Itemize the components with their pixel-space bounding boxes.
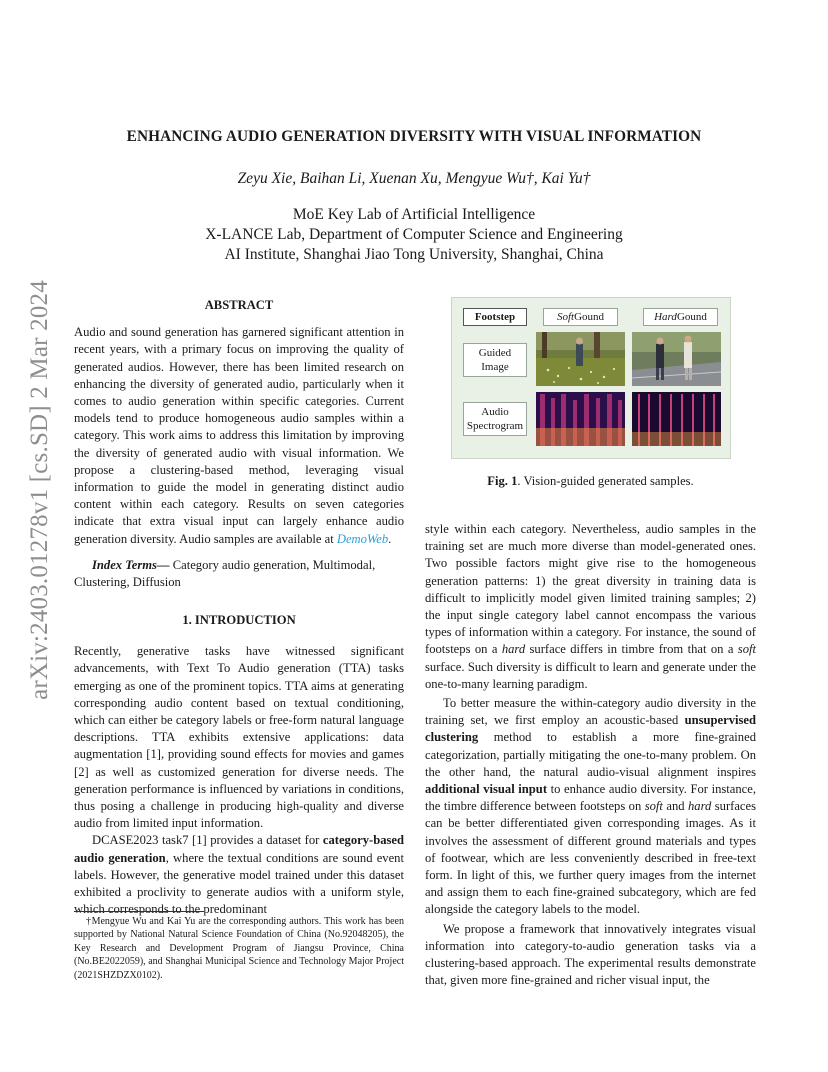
soft-ground-image <box>536 332 625 386</box>
figure-row-audio-spectrogram: Audio Spectrogram <box>463 402 527 436</box>
index-terms-label: Index Terms— <box>92 557 170 572</box>
figure-1 <box>451 297 731 459</box>
introduction-section <box>74 612 404 918</box>
index-terms: Index Terms— Category audio generation, Multimodal, Clustering, Diffusion <box>74 557 376 590</box>
arxiv-identifier <box>20 280 60 700</box>
section-heading: 1. INTRODUCTION <box>182 613 296 627</box>
arxiv-identifier-text: arXiv:2403.01278v1 [cs.SD] 2 Mar 2024 <box>26 280 54 700</box>
figure-caption: Fig. 1. Vision-guided generated samples. <box>487 474 694 488</box>
abstract-section <box>74 297 404 591</box>
right-paragraph-1: style within each category. Nevertheless, audio samples in the training set are much more diverse than model-generated ones. Two possible factors might give rise to the homogeneous generation patterns: 1) the great diversity in training data is difficult to implicitly model given limited training samples; 2) the input single category label cannot encompass the various types of information within a category. For instance, the sound of footsteps on a hard surface differs in timbre from that on a soft surface. Such diversity is difficult to learn and generate under the one-to-many learning paradigm. <box>425 522 756 691</box>
footnote-text: †Mengyue Wu and Kai Yu are the corresponding authors. This work has been supported by National Natural Science Foundation of China (No.92048205), the Key Research and Development Program of Jiangsu Province, China (No.BE2022059), and Shanghai Municipal Science and Technology Major Project (2021SHZDZX0102). <box>74 916 404 981</box>
right-paragraph-2: To better measure the within-category audio diversity in the training set, we first employ an acoustic-based unsupervised clustering method to establish a more fine-grained categorization, partially mitigating the one-to-many problem. On the other hand, the natural audio-visual alignment inspires additional visual input to enhance audio diversity. For instance, the timbre difference between footsteps on soft and hard surfaces can be better differentiated given corresponding images. As it involves the assessment of different ground materials and types of footwear, which are less conveniently described in free-text form. In light of this, we further query images from the internet and assign them to each fine-grained subcategory, which are fed alongside the category labels to the model. <box>425 696 757 917</box>
intro-paragraph-1: Recently, generative tasks have witnessed significant advancements, with Text To Audio generation (TTA) tasks emerging as one of the prominent topics. TTA aims at generating corresponding audio content based on textual conditioning, which can either be category labels or free-form natural language descriptions. TTA exhibits extensive applications: data augmentation [1], providing sound effects for movies and games [2] as well as customized generation for diverse needs. The generation performance is influenced by variations in conditions, thus posing a challenge in producing high-quality and diverse audio from limited input information. <box>74 644 404 831</box>
soft-spectrogram <box>536 392 625 446</box>
right-column-text <box>425 521 756 989</box>
figure-header-soft: Soft Gound <box>543 308 618 326</box>
author-list: Zeyu Xie, Baihan Li, Xuenan Xu, Mengyue Wu†, Kai Yu† <box>237 170 591 187</box>
right-paragraph-3: We propose a framework that innovatively integrates visual information into category-to-audio generation tasks via a clustering-based approach. The experimental results demonstrate that, given more fine-grained and richer visual input, the <box>425 921 756 988</box>
affiliation-line: X-LANCE Lab, Department of Computer Science and Engineering <box>205 226 623 243</box>
figure-header-hard: Hard Gound <box>643 308 718 326</box>
affiliation-line: MoE Key Lab of Artificial Intelligence <box>292 206 536 223</box>
hard-ground-image <box>632 332 721 386</box>
demo-web-link[interactable]: DemoWeb <box>336 531 389 546</box>
footnote <box>74 915 404 982</box>
abstract-heading: ABSTRACT <box>204 298 274 312</box>
footnote-rule <box>74 911 204 912</box>
figure-row-guided-image: Guided Image <box>463 343 527 377</box>
abstract-text: Audio and sound generation has garnered significant attention in recent years, with a primary focus on improving the quality of generated audios. However, there has been limited research on enhancing the diversity of generated audio, particularly when it comes to audio generation within specific categories. Current models tend to produce homogeneous audio samples within a category. This work aims to address this limitation by improving the diversity of generated audio with visual information. We propose a clustering-based method, leveraging visual information to guide the model in generating distinct audio content within each category. Results on seven categories indicate that extra visual input can largely enhance audio generation diversity. Audio samples are available at DemoWeb. <box>74 325 404 546</box>
hard-spectrogram <box>632 392 721 446</box>
paper-title: ENHANCING AUDIO GENERATION DIVERSITY WITH VISUAL INFORMATION <box>126 128 702 145</box>
intro-paragraph-2: DCASE2023 task7 [1] provides a dataset for category-based audio generation, where the textual conditions are sound event labels. However, the generative model trained under this dataset exhibited a proclivity to generate audios with a uniform style, which corresponds to the predominant <box>74 833 404 917</box>
affiliation-line: AI Institute, Shanghai Jiao Tong University, Shanghai, China <box>224 246 604 263</box>
affiliations <box>70 205 758 265</box>
figure-header-footstep: Footstep <box>463 308 527 326</box>
